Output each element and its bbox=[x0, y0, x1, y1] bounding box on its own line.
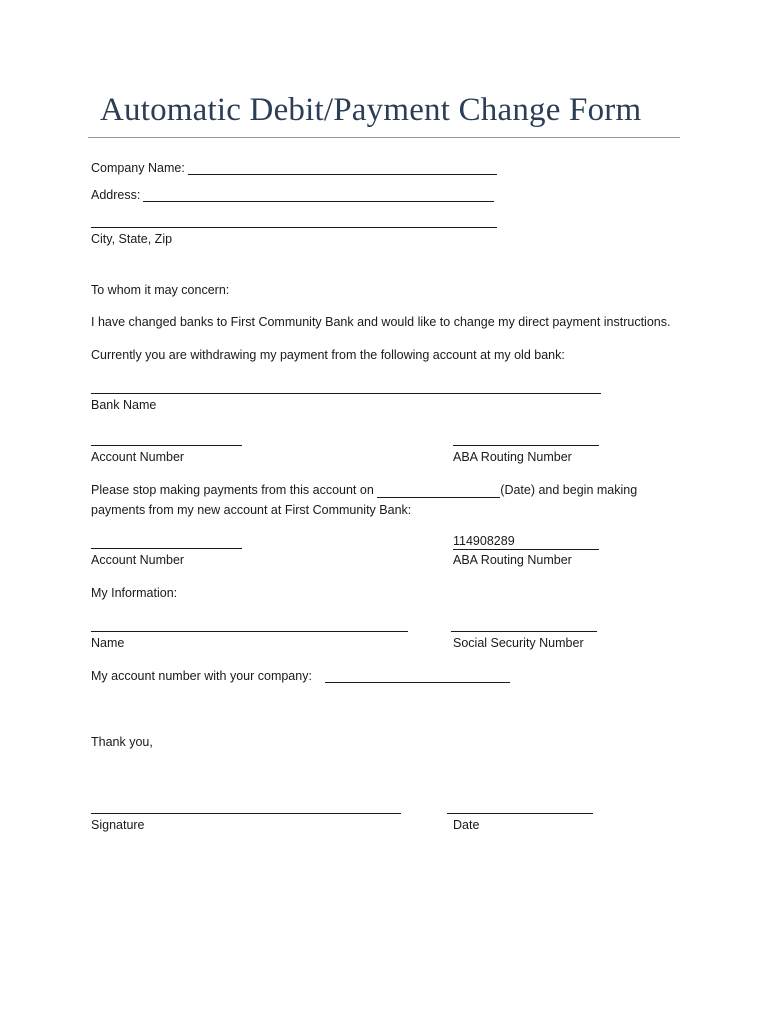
signature-label: Signature bbox=[91, 818, 145, 832]
old-routing-number-field[interactable] bbox=[453, 445, 599, 446]
my-information-heading: My Information: bbox=[91, 586, 178, 600]
company-account-label: My account number with your company: bbox=[91, 669, 312, 683]
date-label: Date bbox=[453, 818, 480, 832]
old-routing-number-label: ABA Routing Number bbox=[453, 450, 572, 464]
ssn-label: Social Security Number bbox=[453, 636, 584, 650]
stop-payments-text bbox=[91, 482, 637, 498]
company-account-field[interactable] bbox=[325, 682, 510, 683]
new-routing-number-field[interactable] bbox=[453, 533, 599, 550]
company-name-field[interactable] bbox=[188, 174, 497, 175]
stop-payments-text-part1: Please stop making payments from this account on bbox=[91, 483, 374, 497]
old-account-number-label: Account Number bbox=[91, 450, 185, 464]
date-field[interactable] bbox=[447, 813, 593, 814]
city-state-zip-label: City, State, Zip bbox=[91, 232, 173, 246]
bank-name-field[interactable] bbox=[91, 393, 601, 394]
new-account-number-field[interactable] bbox=[91, 548, 242, 549]
stop-date-field[interactable] bbox=[377, 483, 500, 498]
old-account-number-field[interactable] bbox=[91, 445, 242, 446]
new-account-number-label: Account Number bbox=[91, 553, 185, 567]
greeting: To whom it may concern: bbox=[91, 283, 230, 297]
closing-text: Thank you, bbox=[91, 735, 153, 749]
company-name-label: Company Name: bbox=[91, 161, 185, 175]
address-field[interactable] bbox=[143, 201, 494, 202]
name-label: Name bbox=[91, 636, 125, 650]
new-routing-number-value: 114908289 bbox=[453, 534, 515, 548]
name-field[interactable] bbox=[91, 631, 408, 632]
city-state-zip-field[interactable] bbox=[91, 227, 497, 228]
bank-name-label: Bank Name bbox=[91, 398, 157, 412]
signature-field[interactable] bbox=[91, 813, 401, 814]
stop-payments-text-line2: payments from my new account at First Community Bank: bbox=[91, 503, 412, 517]
new-routing-number-label: ABA Routing Number bbox=[453, 553, 572, 567]
paragraph-change-banks: I have changed banks to First Community Bank and would like to change my direct payment instructions. bbox=[91, 315, 671, 329]
title-underline bbox=[88, 137, 680, 138]
paragraph-current-account: Currently you are withdrawing my payment from the following account at my old bank: bbox=[91, 348, 565, 362]
stop-payments-text-part2: (Date) and begin making bbox=[500, 483, 638, 497]
ssn-field[interactable] bbox=[451, 631, 597, 632]
form-title: Automatic Debit/Payment Change Form bbox=[100, 92, 642, 128]
address-label: Address: bbox=[91, 188, 141, 202]
